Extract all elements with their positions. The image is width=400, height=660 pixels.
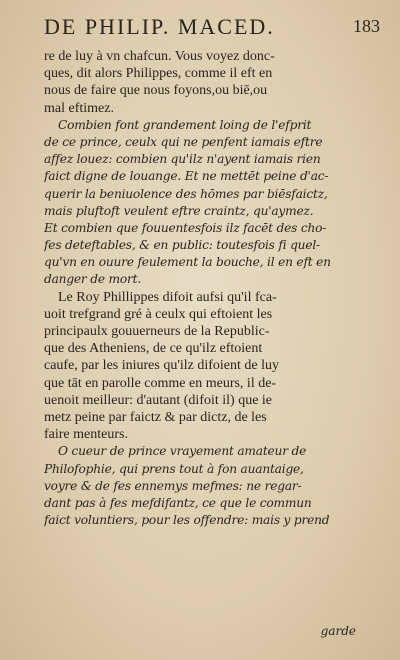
page-header	[44, 14, 380, 44]
text-line: caufe, par les iniures qu'ilz difoient de luy	[44, 358, 279, 374]
text-line: O cueur de prince vrayement amateur de	[58, 444, 307, 459]
text-line: Philofophie, qui prens tout à fon auantaige,	[44, 461, 304, 476]
running-head: DE PHILIP. MACED.	[44, 14, 275, 39]
text-line: principaulx gouuerneurs de la Republic-	[44, 324, 270, 339]
text-line: voyre & de fes ennemys mefmes: ne regar-	[44, 478, 302, 493]
text-line: que des Atheniens, de ce qu'ilz eftoient	[44, 341, 263, 357]
text-line: Combien font grandement loing de l'efprit	[58, 117, 312, 132]
text-line: qu'vn en ouure feulement la bouche, il en eft en	[44, 255, 331, 270]
text-line: faire menteurs.	[44, 427, 128, 443]
text-line: affez louez: combien qu'ilz n'ayent iamais rien	[44, 152, 321, 167]
text-line: fes deteftables, & en public: toutesfois fi quel-	[44, 238, 320, 253]
text-line: faict voluntiers, pour les offendre: mais y prend	[44, 513, 330, 528]
text-line: faict digne de louange. Et ne mettēt peine d'ac-	[44, 169, 329, 184]
text-line: dant pas à fes mefdifantz, ce que le commun	[44, 495, 312, 510]
text-line: uoit trefgrand gré à ceulx qui eftoient les	[44, 306, 273, 322]
text-line: que tāt en parolle comme en meurs, il de-	[44, 375, 277, 391]
catchword: garde	[320, 624, 356, 638]
text-line: Et combien que fouuentesfois ilz facēt des cho-	[44, 220, 327, 235]
text-line: Le Roy Phillippes difoit aufsi qu'il fca-	[58, 289, 277, 305]
text-line: ques, dit alors Philippes, comme il eft en	[44, 66, 273, 82]
text-block	[44, 48, 364, 529]
text-line: re de luy à vn chafcun. Vous voyez donc-	[44, 49, 275, 64]
page-number: 183	[353, 16, 380, 36]
text-line: danger de mort.	[44, 272, 142, 287]
text-line: metz peine par faictz & par dictz, de les	[44, 409, 267, 425]
text-line: de ce prince, ceulx qui ne penfent iamais eftre	[44, 134, 323, 149]
text-line: mais pluftoft veulent eftre craintz, qu'aymez.	[44, 203, 314, 218]
text-line: uenoit meilleur: d'autant (difoit il) que ie	[44, 392, 273, 408]
text-line: querir la beniuolence des hōmes par biēsfaictz,	[44, 186, 328, 201]
text-line: mal eftimez.	[44, 100, 114, 116]
text-line: nous de faire que nous foyons,ou biē,ou	[44, 83, 268, 99]
